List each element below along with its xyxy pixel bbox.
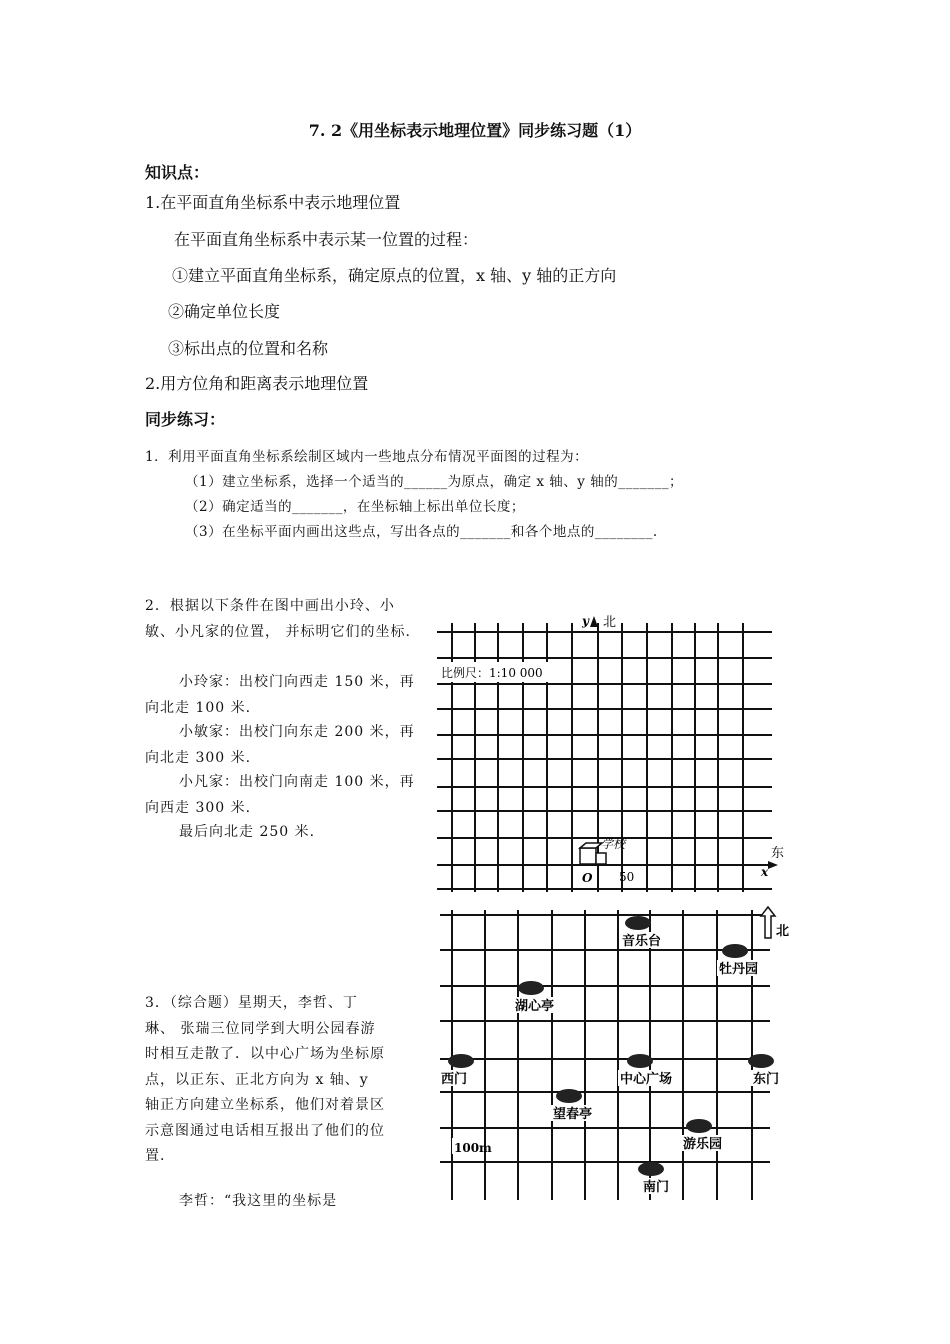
place-icon — [638, 1162, 664, 1176]
knowledge-item: 2.用方位角和距离表示地理位置 — [145, 374, 369, 393]
east-label: 东 — [771, 846, 785, 861]
q3-stem: 3．（综合题）星期天，李哲、丁琳、 张瑞三位同学到大明公园春游时相互走散了．以中心广场为坐标原点，以正东、正北方向为 x 轴、y 轴正方向建立坐标系，他们对着景区示意图通过电话相互报出了他们的位置. — [145, 995, 385, 1164]
x-arrow-icon — [768, 861, 778, 869]
scale-label: 比例尺：1:10 000 — [441, 666, 543, 680]
place-label: 游乐园 — [683, 1137, 723, 1152]
q2-line: 小敏家：出校门向东走 200 米，再向北走 300 米. — [145, 724, 415, 766]
park-scale-label: 100m — [454, 1141, 492, 1155]
place-icon — [686, 1119, 712, 1133]
place-icon — [448, 1054, 474, 1068]
q1-stem: 1．利用平面直角坐标系绘制区域内一些地点分布情况平面图的过程为： — [145, 449, 589, 465]
x-axis-label: x — [761, 865, 769, 879]
q2-line: 小玲家：出校门向西走 150 米，再向北走 100 米. — [145, 674, 415, 716]
place-icon — [556, 1089, 582, 1103]
place-label: 东门 — [753, 1072, 780, 1087]
place-label: 湖心亭 — [515, 999, 555, 1014]
place-icon — [518, 981, 544, 995]
park-grid — [440, 910, 770, 1200]
q2-line: 最后向北走 250 米. — [179, 824, 316, 840]
q1-line: （2）确定适当的_______，在坐标轴上标出单位长度； — [185, 499, 525, 515]
place-label: 牡丹园 — [719, 962, 759, 977]
knowledge-item: ③标出点的位置和名称 — [168, 339, 329, 358]
place-label: 中心广场 — [620, 1072, 673, 1087]
q2-stem: 2．根据以下条件在图中画出小玲、小敏、小凡家的位置， 并标明它们的坐标. — [145, 598, 411, 640]
q3-line: 李哲：“我这里的坐标是 — [179, 1193, 338, 1209]
place-label: 西门 — [441, 1072, 468, 1087]
north-label: 北 — [603, 615, 617, 630]
place-icon — [722, 944, 748, 958]
y-axis-label: y — [582, 614, 589, 628]
q1-line: （3）在坐标平面内画出这些点，写出各点的_______和各个地点的________. — [185, 524, 658, 540]
practice-heading: 同步练习： — [145, 410, 226, 429]
tick-label: 50 — [619, 870, 635, 884]
knowledge-item: 1.在平面直角坐标系中表示地理位置 — [145, 193, 401, 212]
knowledge-heading: 知识点： — [145, 163, 210, 182]
knowledge-item: ②确定单位长度 — [168, 302, 281, 321]
page-title: 7. 2《用坐标表示地理位置》同步练习题（1） — [308, 121, 642, 140]
knowledge-item: 在平面直角坐标系中表示某一位置的过程： — [174, 230, 479, 249]
origin-label: O — [582, 871, 593, 885]
place-icon — [625, 916, 651, 930]
place-icon — [748, 1054, 774, 1068]
school-label: 学校 — [601, 837, 626, 851]
place-label: 音乐台 — [622, 934, 662, 949]
place-label: 南门 — [643, 1180, 670, 1195]
knowledge-item: ①建立平面直角坐标系，确定原点的位置，x 轴、y 轴的正方向 — [172, 266, 617, 285]
park-north-label: 北 — [776, 924, 790, 939]
place-label: 望春亭 — [553, 1107, 593, 1122]
q2-line: 小凡家：出校门向南走 100 米，再向西走 300 米. — [145, 774, 415, 816]
north-arrow-icon — [761, 907, 775, 938]
y-arrow-icon — [590, 616, 598, 627]
q1-line: （1）建立坐标系，选择一个适当的______为原点，确定 x 轴、y 轴的_______； — [185, 474, 683, 490]
place-icon — [627, 1054, 653, 1068]
